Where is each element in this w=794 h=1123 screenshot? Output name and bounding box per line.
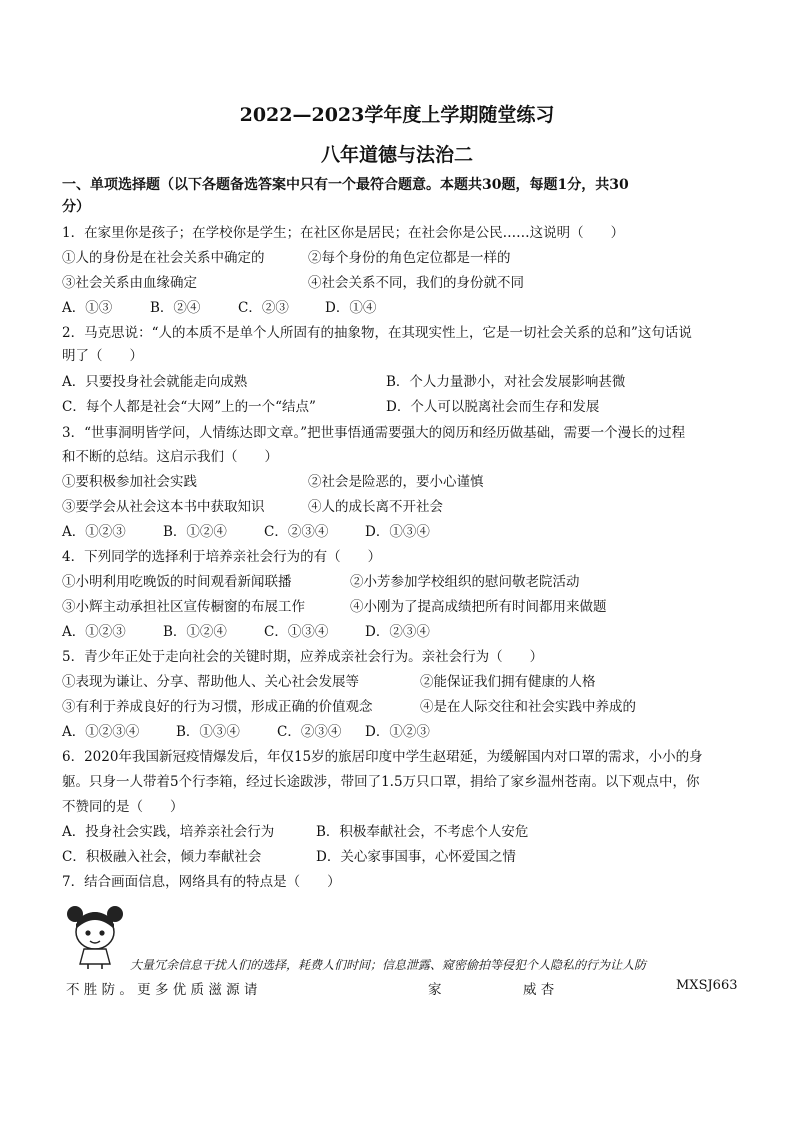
q4-stem: 4．下列同学的选择利于培养亲社会行为的有（ ） [62,549,382,565]
q5-option-4: ④是在人际交往和社会实践中养成的 [420,699,636,715]
q1-choice-d: D．①④ [325,300,377,316]
q2-stem: 2．马克思说：“人的本质不是单个人所固有的抽象物，在其现实性上，它是一切社会关系的总和”这句话说 [62,325,692,341]
q1-option-3: ③社会关系由血缘确定 [62,275,197,291]
q6-stem-cont2: 不赞同的是（ ） [62,799,184,815]
cartoon-caption: 大量冗余信息干扰人们的选择，耗费人们时间；信息泄露、窥密偷拍等侵犯个人隐私的行为让人防 [130,958,647,972]
q3-stem: 3．“世事洞明皆学问，人情练达即文章。”把世事悟通需要强大的阅历和经历做基础，需要一个漫长的过程 [62,425,686,441]
q3-choice-c: C．②③④ [264,524,329,540]
q6-choice-c: C．积极融入社会，倾力奉献社会 [62,849,262,865]
q1-option-1: ①人的身份是在社会关系中确定的 [62,250,265,266]
footer-text-1: 不 胜 防 。 更 多 优 质 滋 源 请 [66,982,258,998]
q1-stem: 1．在家里你是孩子；在学校你是学生；在社区你是居民；在社会你是公民……这说明（ ） [62,225,625,241]
exam-title: 2022—2023学年度上学期随堂练习 [239,104,555,126]
q5-option-2: ②能保证我们拥有健康的人格 [420,674,596,690]
q5-option-3: ③有利于养成良好的行为习惯，形成正确的价值观念 [62,699,373,715]
q1-choice-c: C．②③ [238,300,289,316]
q3-option-1: ①要积极参加社会实践 [62,474,197,490]
q3-choice-a: A．①②③ [62,524,126,540]
footer-text-2: 家 [428,982,442,998]
q6-choice-a: A．投身社会实践，培养亲社会行为 [62,824,275,840]
q4-choice-d: D．②③④ [365,624,430,640]
q3-choice-b: B．①②④ [163,524,227,540]
q5-choice-a: A．①②③④ [62,724,140,740]
q3-option-4: ④人的成长离不开社会 [308,499,443,515]
q5-choice-d: D．①②③ [365,724,430,740]
q5-choice-c: C．②③④ [277,724,342,740]
q6-choice-b: B．积极奉献社会，不考虑个人安危 [316,824,529,840]
q1-choice-b: B．②④ [150,300,201,316]
q1-choice-a: A．①③ [62,300,113,316]
footer-text-3: 威 杏 [523,982,555,998]
exam-subtitle: 八年道德与法治二 [320,144,473,166]
q2-choice-b: B．个人力量渺小，对社会发展影响甚微 [386,374,626,390]
q5-option-1: ①表现为谦让、分享、帮助他人、关心社会发展等 [62,674,359,690]
girl-cartoon-image [64,900,126,970]
q5-choice-b: B．①③④ [176,724,240,740]
section-heading: 一、单项选择题（以下各题备选答案中只有一个最符合题意。本题共30题，每题1分，共30 [62,177,629,193]
q2-choice-d: D．个人可以脱离社会而生存和发展 [386,399,600,415]
q3-option-2: ②社会是险恶的，要小心谨慎 [308,474,484,490]
footer-code: MXSJ663 [676,978,738,993]
q7-stem: 7．结合画面信息，网络具有的特点是（ ） [62,874,341,890]
q4-option-4: ④小刚为了提高成绩把所有时间都用来做题 [350,599,607,615]
q2-choice-c: C．每个人都是社会“大网”上的一个“结点” [62,399,316,415]
q6-stem: 6．2020年我国新冠疫情爆发后，年仅15岁的旅居印度中学生赵珺延，为缓解国内对口罩的需求，小小的身 [62,749,703,765]
q5-stem: 5．青少年正处于走向社会的关键时期，应养成亲社会行为。亲社会行为（ ） [62,649,544,665]
q4-choice-a: A．①②③ [62,624,126,640]
q1-option-4: ④社会关系不同，我们的身份就不同 [308,275,524,291]
q4-option-2: ②小芳参加学校组织的慰问敬老院活动 [350,574,580,590]
q3-choice-d: D．①③④ [365,524,430,540]
q3-option-3: ③要学会从社会这本书中获取知识 [62,499,265,515]
q4-option-3: ③小辉主动承担社区宣传橱窗的布展工作 [62,599,305,615]
q2-stem-cont: 明了（ ） [62,348,143,364]
q6-choice-d: D．关心家事国事，心怀爱国之情 [316,849,516,865]
q4-option-1: ①小明利用吃晚饭的时间观看新闻联播 [62,574,292,590]
q2-choice-a: A．只要投身社会就能走向成熟 [62,374,248,390]
q4-choice-c: C．①③④ [264,624,329,640]
q3-stem-cont: 和不断的总结。这启示我们（ ） [62,449,278,465]
q1-option-2: ②每个身份的角色定位都是一样的 [308,250,511,266]
q6-stem-cont: 躯。只身一人带着5个行李箱，经过长途跋涉，带回了1.5万只口罩，捐给了家乡温州苍南。以下观点中，你 [62,774,700,790]
section-heading-cont: 分） [62,199,90,215]
q4-choice-b: B．①②④ [163,624,227,640]
